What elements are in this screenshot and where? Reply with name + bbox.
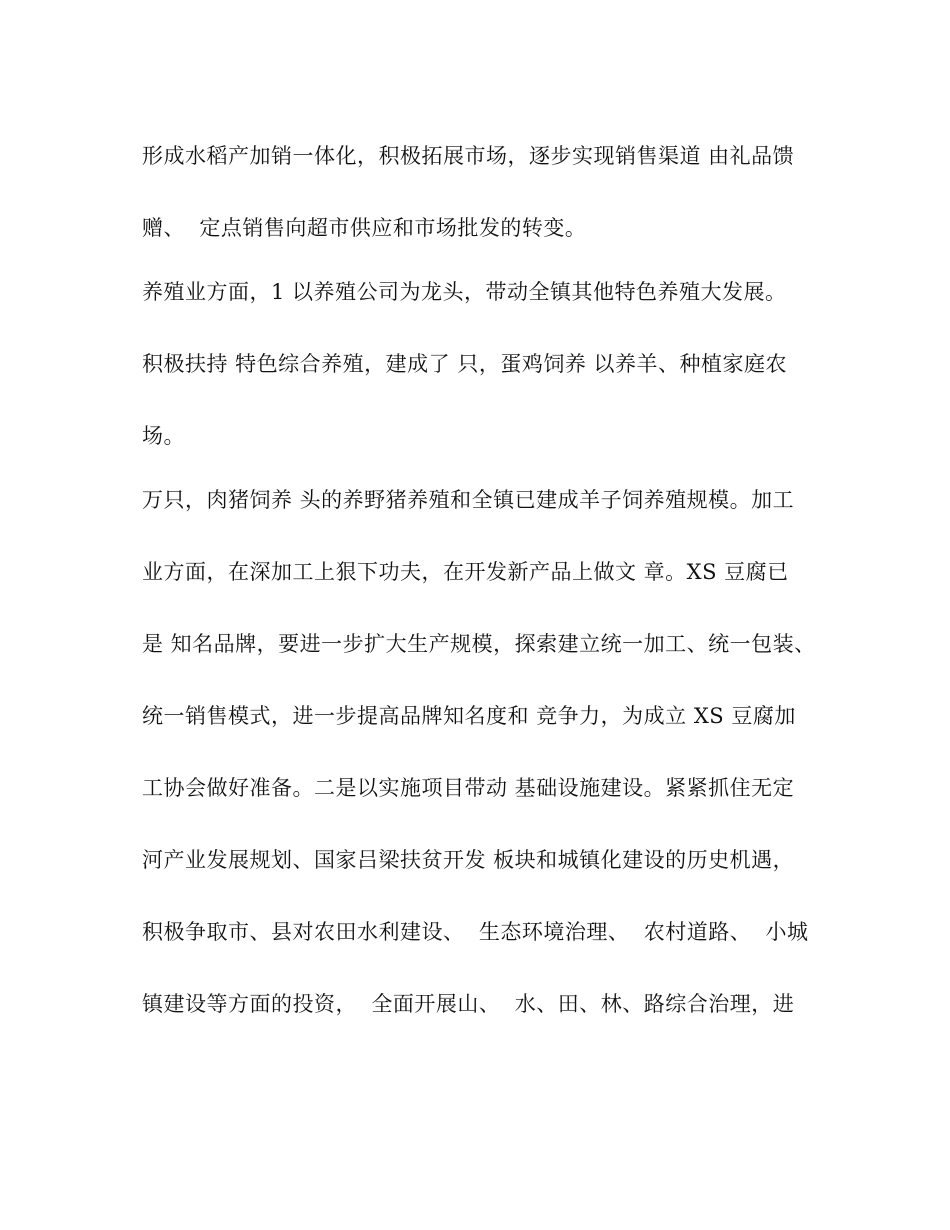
text-line: 河产业发展规划、国家吕梁扶贫开发 板块和城镇化建设的历史机遇， [142, 848, 795, 872]
text-line: 积极扶持 特色综合养殖，建成了 只，蛋鸡饲养 以养羊、种植家庭农 [142, 352, 788, 376]
text-line: 形成水稻产加销一体化，积极拓展市场，逐步实现销售渠道 由礼品馈 [142, 144, 795, 168]
text-line: 业方面，在深加工上狠下功夫，在开发新产品上做文 章。XS 豆腐已 [142, 560, 789, 584]
text-line: 工协会做好准备。二是以实施项目带动 基础设施建设。紧紧抓住无定 [142, 776, 795, 800]
text-line: 统一销售模式，进一步提高品牌知名度和 竞争力，为成立 XS 豆腐加 [142, 704, 796, 728]
text-line: 镇建设等方面的投资， 全面开展山、 水、田、林、路综合治理，进 [142, 992, 795, 1016]
text-line: 场。 [142, 424, 185, 448]
text-line: 赠、 定点销售向超市供应和市场批发的转变。 [142, 216, 587, 240]
text-line: 养殖业方面，1 以养殖公司为龙头，带动全镇其他特色养殖大发展。 [142, 280, 787, 304]
text-line: 积极争取市、县对农田水利建设、 生态环境治理、 农村道路、 小城 [142, 920, 809, 944]
text-line: 是 知名品牌，要进一步扩大生产规模，探索建立统一加工、统一包装、 [142, 632, 816, 656]
text-line: 万只，肉猪饲养 头的养野猪养殖和全镇已建成羊子饲养殖规模。加工 [142, 488, 795, 512]
